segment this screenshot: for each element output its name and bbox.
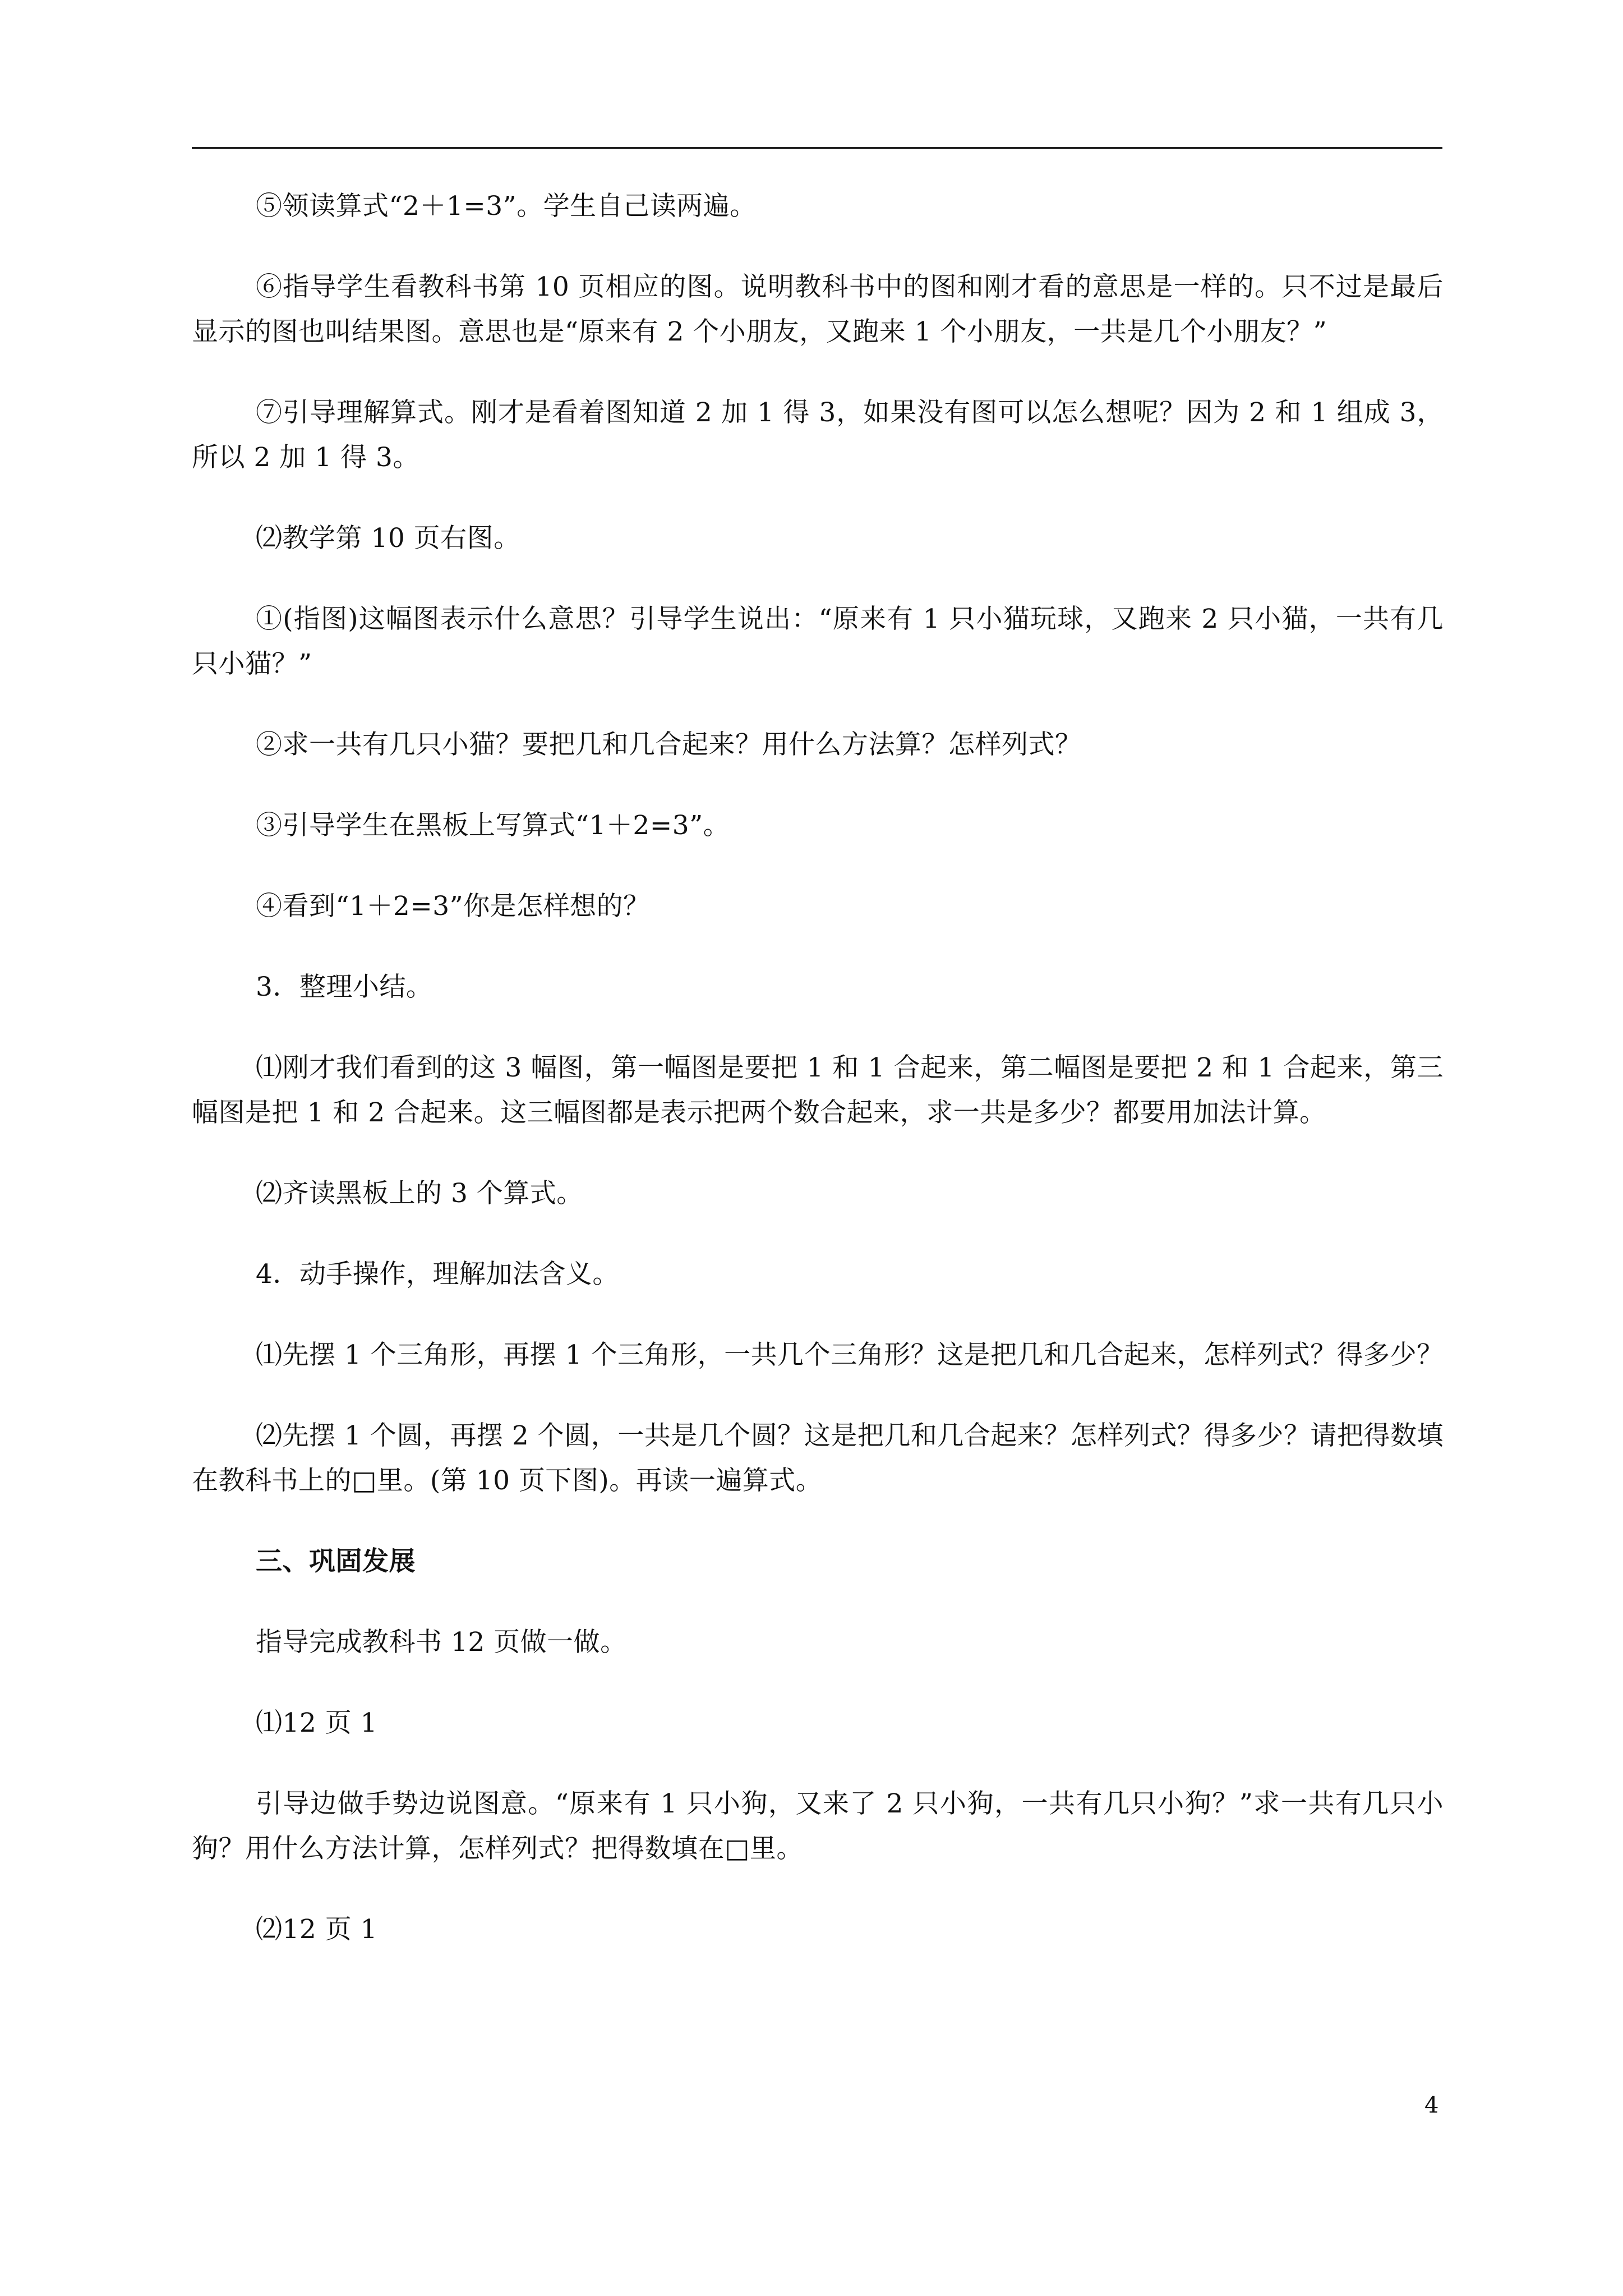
- paragraph-exercise-2: ⑵12 页 1: [256, 1914, 378, 1945]
- paragraph-step-5: ⑤领读算式“2＋1=3”。学生自己读两遍。: [256, 191, 757, 222]
- paragraph-cat-step-3: ③引导学生在黑板上写算式“1＋2=3”。: [256, 810, 730, 841]
- paragraph-exercise-guide: 引导边做手势边说图意。“原来有 1 只小狗，又来了 2 只小狗，一共有几只小狗？”求一共有几只小狗？用什么方法计算，怎样列式？把得数填在□里。: [192, 1788, 1444, 1864]
- paragraph-step-7: ⑦引导理解算式。刚才是看着图知道 2 加 1 得 3，如果没有图可以怎么想呢？因为 2 和 1 组成 3，所以 2 加 1 得 3。: [192, 397, 1444, 473]
- paragraph-hands-on-title: 4．动手操作，理解加法含义。: [256, 1259, 619, 1290]
- paragraph-exercise-intro: 指导完成教科书 12 页做一做。: [256, 1627, 627, 1658]
- page-number: 4: [1424, 2092, 1439, 2118]
- paragraph-exercise-1: ⑴12 页 1: [256, 1708, 378, 1738]
- paragraph-summary-1: ⑴刚才我们看到的这 3 幅图，第一幅图是要把 1 和 1 合起来，第二幅图是要把 2 和 1 合起来，第三幅图是把 1 和 2 合起来。这三幅图都是表示把两个数合起来，求一共是多少？都要用加法计算。: [192, 1052, 1444, 1128]
- paragraph-cat-step-4: ④看到“1＋2=3”你是怎样想的？: [256, 891, 650, 922]
- paragraph-summary-2: ⑵齐读黑板上的 3 个算式。: [256, 1178, 583, 1209]
- paragraph-section-2: ⑵教学第 10 页右图。: [256, 523, 520, 554]
- document-body: [192, 184, 1444, 1988]
- paragraph-summary-title: 3．整理小结。: [256, 972, 433, 1002]
- paragraph-cat-step-1: ①(指图)这幅图表示什么意思？引导学生说出：“原来有 1 只小猫玩球，又跑来 2 只小猫，一共有几只小猫？”: [192, 604, 1444, 679]
- section-heading: 三、巩固发展: [256, 1546, 416, 1577]
- paragraph-hands-on-1: ⑴先摆 1 个三角形，再摆 1 个三角形，一共几个三角形？这是把几和几合起来，怎样列式？得多少？: [256, 1340, 1444, 1370]
- paragraph-hands-on-2: ⑵先摆 1 个圆，再摆 2 个圆，一共是几个圆？这是把几和几合起来？怎样列式？得多少？请把得数填在教科书上的□里。(第 10 页下图)。再读一遍算式。: [192, 1420, 1444, 1496]
- paragraph-step-6: ⑥指导学生看教科书第 10 页相应的图。说明教科书中的图和刚才看的意思是一样的。只不过是最后显示的图也叫结果图。意思也是“原来有 2 个小朋友，又跑来 1 个小朋友，一共是几个小朋友？”: [192, 272, 1444, 347]
- header-rule: [192, 147, 1442, 149]
- paragraph-cat-step-2: ②求一共有几只小猫？要把几和几合起来？用什么方法算？怎样列式？: [256, 729, 1082, 760]
